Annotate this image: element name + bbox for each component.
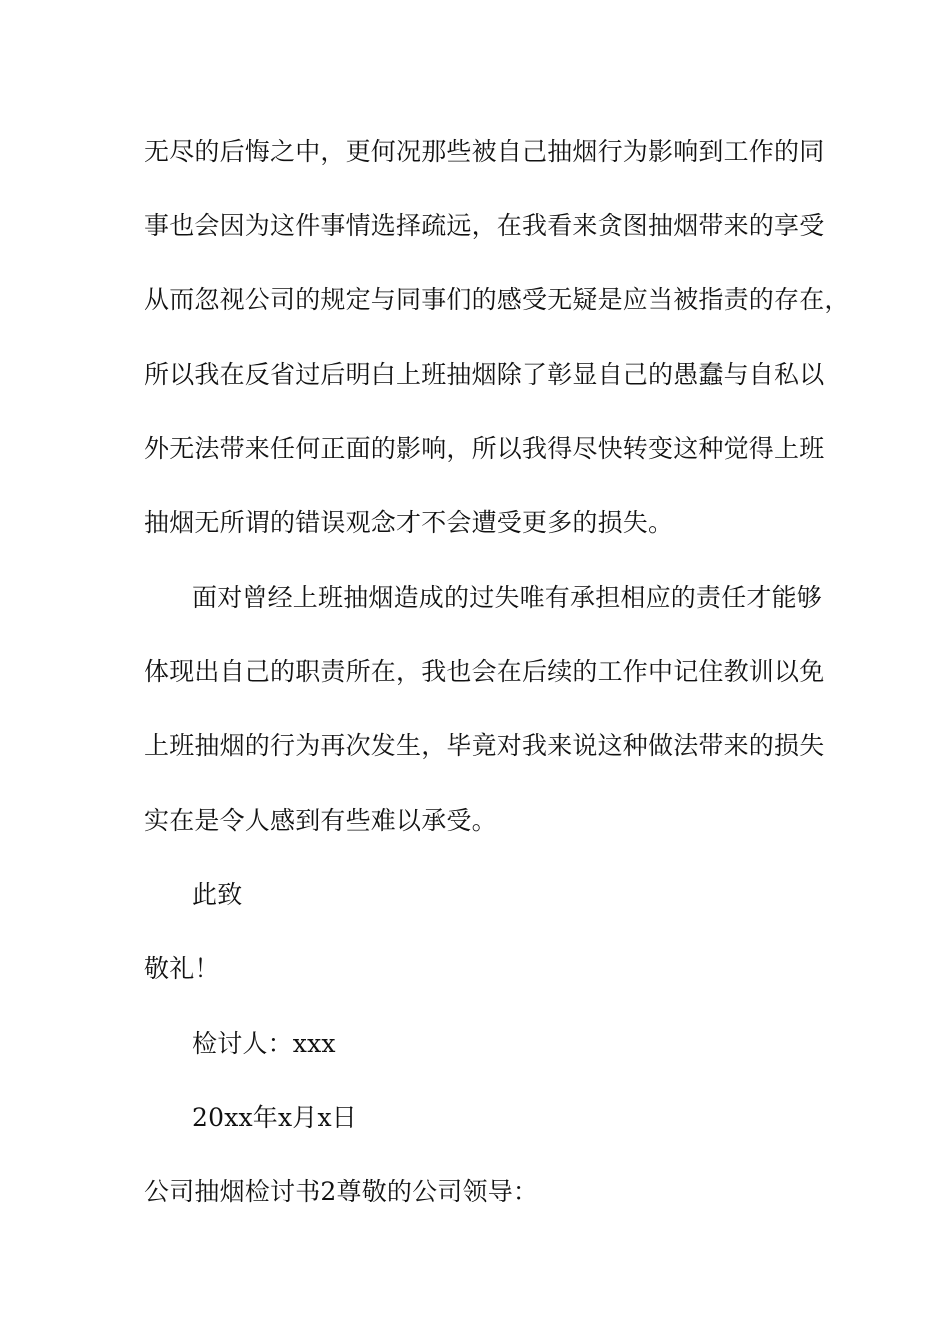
section-heading: 公司抽烟检讨书2尊敬的公司领导： [144,1177,539,1206]
text-line: 无尽的后悔之中，更何况那些被自己抽烟行为影响到工作的同 [144,137,825,166]
text-line: 上班抽烟的行为再次发生，毕竟对我来说这种做法带来的损失 [144,731,825,760]
text-line: 实在是令人感到有些难以承受。 [144,806,497,835]
signature-name: 检讨人：xxx [192,1029,336,1058]
text-line: 体现出自己的职责所在，我也会在后续的工作中记住教训以免 [144,657,825,686]
text-line: 抽烟无所谓的错误观念才不会遭受更多的损失。 [144,508,674,537]
paragraph-start-line: 面对曾经上班抽烟造成的过失唯有承担相应的责任才能够 [192,583,823,612]
text-line: 所以我在反省过后明白上班抽烟除了彰显自己的愚蠢与自私以 [144,360,825,389]
text-line: 事也会因为这件事情选择疏远，在我看来贪图抽烟带来的享受 [144,211,825,240]
text-line: 外无法带来任何正面的影响，所以我得尽快转变这种觉得上班 [144,434,825,463]
signature-date: 20xx年x月x日 [192,1103,358,1132]
closing-salutation: 此致 [192,880,243,909]
text-line: 从而忽视公司的规定与同事们的感受无疑是应当被指责的存在， [144,285,850,314]
closing-regards: 敬礼！ [144,954,220,983]
